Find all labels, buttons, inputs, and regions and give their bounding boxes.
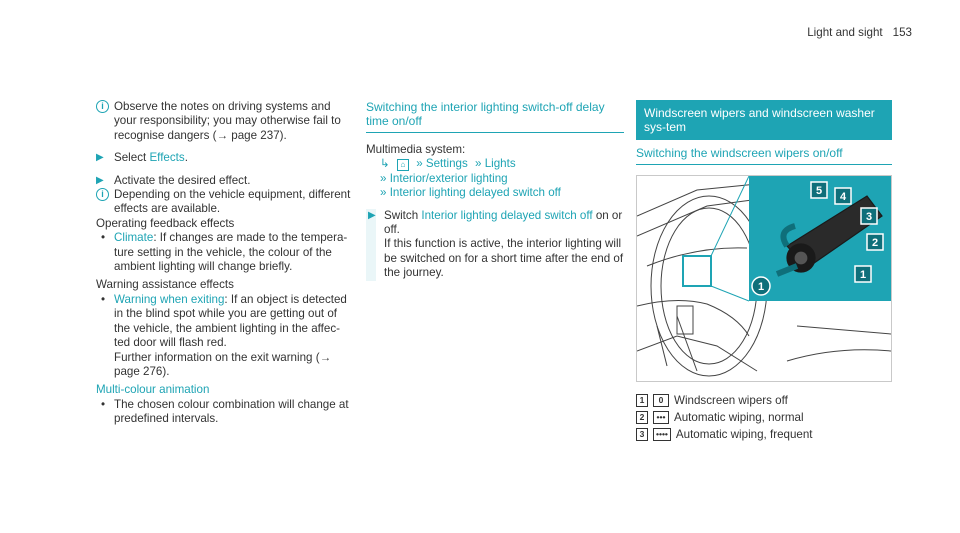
page-number: 153 (892, 26, 912, 39)
page-header (807, 26, 912, 40)
nav-settings[interactable]: Settings (425, 157, 468, 171)
column-right (636, 100, 892, 443)
legend-row: 1 0 Windscreen wipers off (636, 392, 892, 409)
info-icon: i (96, 100, 109, 113)
action-arrow-icon: ▶ (96, 174, 104, 186)
info-note-driving-systems (96, 100, 354, 143)
home-icon[interactable]: ⌂ (397, 159, 409, 171)
nav-chevron-icon: » (416, 157, 423, 171)
effects-link[interactable]: Effects (149, 151, 185, 165)
warning-exiting-link[interactable]: Warning when exiting (114, 292, 225, 306)
legend-row: 3 •••• Automatic wiping, frequent (636, 426, 892, 443)
info-text: Observe the notes on driving systems and your responsibility; you may otherwise fail to recognise dangers (→ page 237). (114, 100, 341, 142)
multimedia-label: Multimedia system: (366, 143, 466, 156)
nav-chevron-icon: » (475, 157, 482, 171)
nav-lights[interactable]: Lights (484, 157, 516, 171)
delayed-switch-link[interactable]: Interior lighting delayed switch off (421, 208, 593, 222)
return-arrow-icon: ↳ (380, 157, 390, 171)
feedback-heading: Operating feedback effects (96, 216, 235, 230)
column-middle (366, 100, 624, 281)
wipers-sub-heading: Switching the windscreen wipers on/off (636, 146, 892, 165)
column-left (96, 100, 354, 427)
callout-1: 1 (757, 281, 765, 294)
action-arrow-icon: ▶ (96, 152, 104, 164)
callout-4: 4 (839, 191, 847, 204)
climate-link[interactable]: Climate (114, 231, 154, 245)
callout-5: 5 (815, 185, 823, 198)
nav-path-2 (366, 172, 624, 186)
callout-3: 3 (865, 211, 873, 224)
nav-chevron-icon: » (380, 186, 387, 200)
step-switch: ▶ Switch Interior lighting delayed switch off on or off. If this function is active, the interior lighting will be switched on for a short time after the end of the journey. (368, 208, 624, 280)
list-item: • Warning when exiting: If an object is detected in the blind spot while you are getting out of the vehicle, the ambient lighting in the affec-ted door will flash red. Further information on the exit warning (→ page 276). (96, 293, 354, 379)
action-arrow-icon: ▶ (368, 209, 376, 221)
nav-interior-exterior[interactable]: Interior/exterior lighting (389, 171, 508, 185)
section-heading: Switching the interior lighting switch-off delay time on/off (366, 100, 624, 133)
nav-chevron-icon: » (380, 171, 387, 185)
nav-delayed-switch-off[interactable]: Interior lighting delayed switch off (389, 186, 561, 200)
step-select-effects: ▶ Select Effects. (96, 151, 188, 165)
section-title: Light and sight (807, 26, 883, 39)
nav-path-3 (366, 186, 624, 200)
wipers-heading-bar: Windscreen wipers and windscreen washer sys-tem (636, 100, 892, 140)
callout-1b: 1 (859, 269, 867, 282)
info-icon: i (96, 188, 109, 201)
list-item: • The chosen colour combination will change at predefined intervals. (101, 397, 349, 426)
interior-drawing (637, 176, 891, 381)
warning-heading: Warning assistance effects (96, 278, 234, 292)
further-info: Further information on the exit warning (→ page 276). (114, 350, 332, 378)
figure-legend (636, 392, 892, 443)
switch-note: If this function is active, the interior lighting will be switched on for a short time after the end of the journey. (384, 237, 624, 280)
multi-colour-heading[interactable]: Multi-colour animation (96, 383, 210, 397)
legend-row: 2 ••• Automatic wiping, normal (636, 409, 892, 426)
list-item: • Climate: If changes are made to the tempera-ture setting in the vehicle, the colour of the ambient lighting will change briefly. (101, 231, 348, 274)
callout-2: 2 (871, 237, 879, 250)
info-note-equipment: i Depending on the vehicle equipment, different effects are available. (96, 188, 354, 217)
nav-path (366, 157, 624, 171)
wiper-stalk-illustration (636, 175, 892, 382)
step-activate-effect: ▶ Activate the desired effect. (96, 173, 251, 187)
